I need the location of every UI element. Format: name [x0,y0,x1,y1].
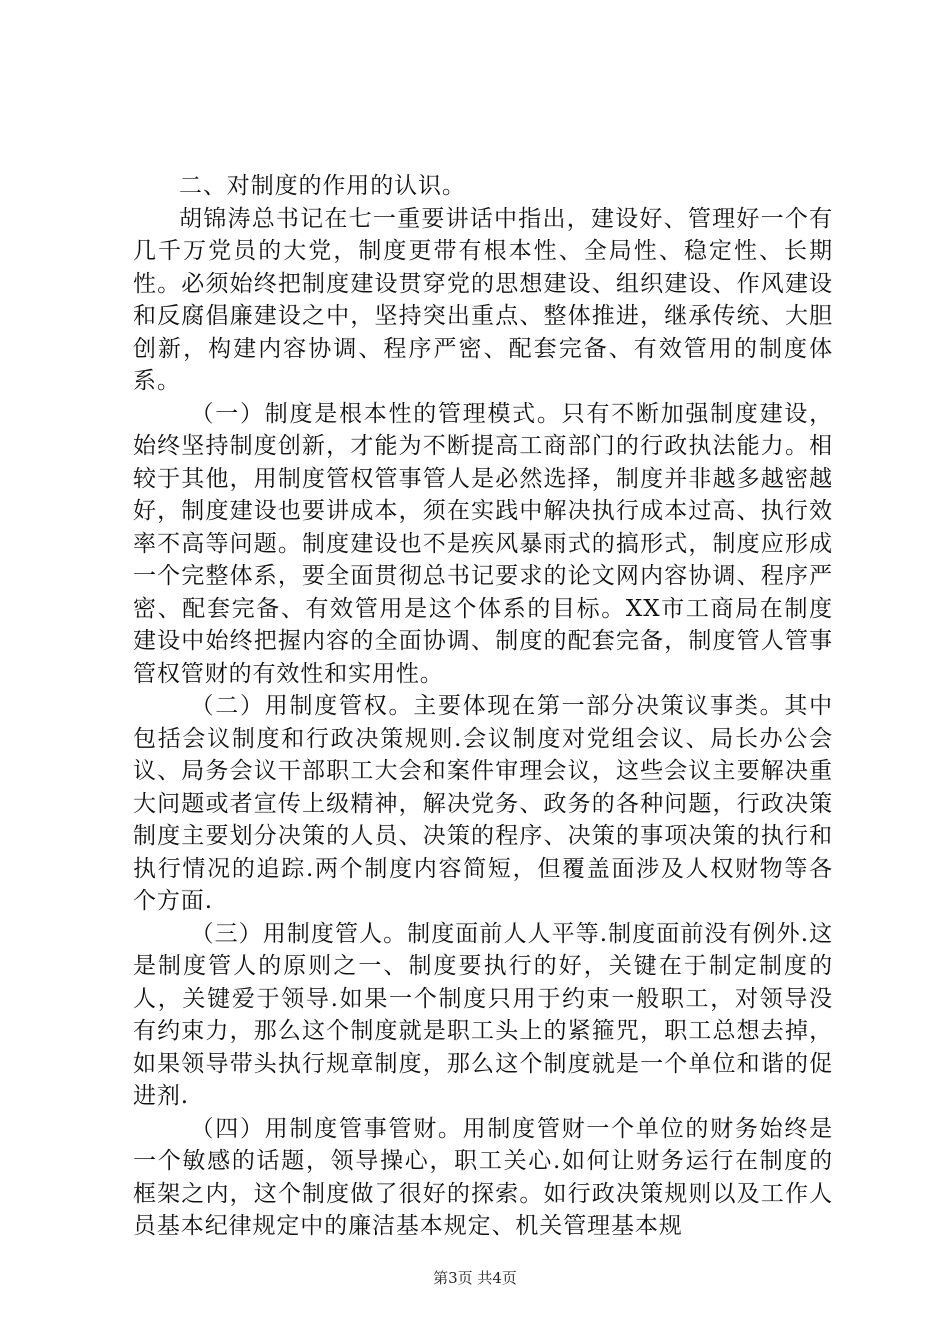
document-body [133,170,833,1243]
paragraph-intro: 胡锦涛总书记在七一重要讲话中指出，建设好、管理好一个有几千万党员的大党，制度更带有根本性、全局性、稳定性、长期性。必须始终把制度建设贯穿党的思想建设、组织建设、作风建设和反腐倡廉建设之中，坚持突出重点、整体推进，继承传统、大胆创新，构建内容协调、程序严密、配套完备、有效管用的制度体系。 [133,205,833,394]
page-footer: 第3页 共4页 [433,1269,517,1287]
paragraph-point-2: （二）用制度管权。主要体现在第一部分决策议事类。其中包括会议制度和行政决策规则.会议制度对党组会议、局长办公会议、局务会议干部职工大会和案件审理会议，这些会议主要解决重大问题或者宣传上级精神，解决党务、政务的各种问题，行政决策制度主要划分决策的人员、决策的程序、决策的事项决策的执行和执行情况的追踪.两个制度内容简短，但覆盖面涉及人权财物等各个方面. [133,693,833,914]
paragraph-point-4: （四）用制度管事管财。用制度管财一个单位的财务始终是一个敏感的话题，领导操心，职工关心.如何让财务运行在制度的框架之内，这个制度做了很好的探索。如行政决策规则以及工作人员基本纪律规定中的廉洁基本规定、机关管理基本规 [133,1115,833,1239]
paragraph-point-1: （一）制度是根本性的管理模式。只有不断加强制度建设，始终坚持制度创新，才能为不断提高工商部门的行政执法能力。相较于其他，用制度管权管事管人是必然选择，制度并非越多越密越好，制度建设也要讲成本，须在实践中解决执行成本过高、执行效率不高等问题。制度建设也不是疾风暴雨式的搞形式，制度应形成一个完整体系，要全面贯彻总书记要求的论文网内容协调、程序严密、配套完备、有效管用是这个体系的目标。XX市工商局在制度建设中始终把握内容的全面协调、制度的配套完备，制度管人管事管权管财的有效性和实用性。 [133,400,833,687]
section-heading: 二、对制度的作用的认识。 [179,173,466,199]
paragraph-point-3: （三）用制度管人。制度面前人人平等.制度面前没有例外.这是制度管人的原则之一、制度要执行的好，关键在于制定制度的人，关键爱于领导.如果一个制度只用于约束一般职工，对领导没有约束力，那么这个制度就是职工头上的紧箍咒，职工总想去掉，如果领导带头执行规章制度，那么这个制度就是一个单位和谐的促进剂. [133,920,833,1109]
